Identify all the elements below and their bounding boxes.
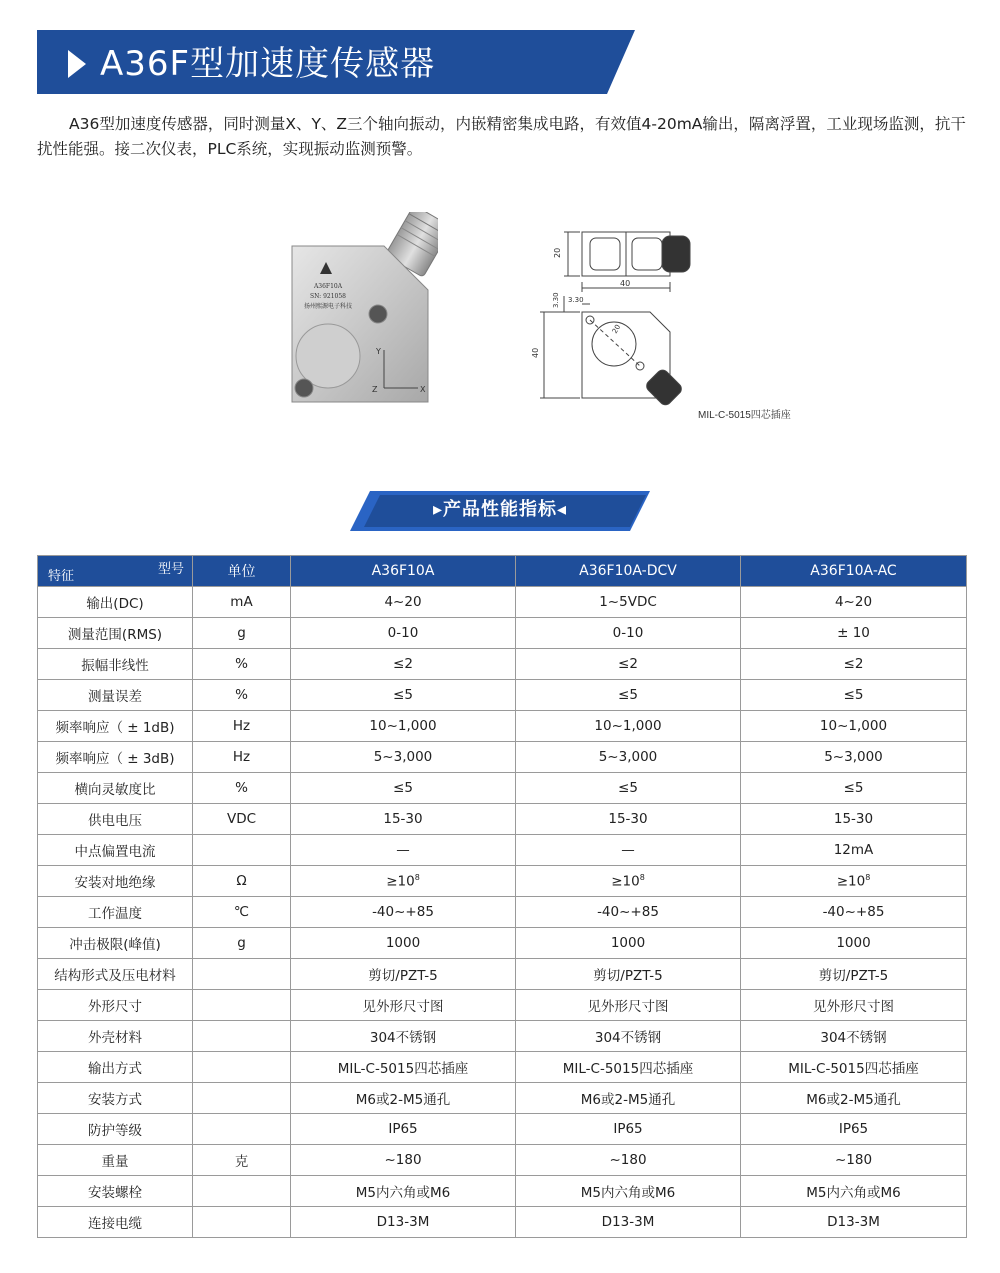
row-unit: 克 — [193, 1145, 291, 1176]
row-feature: 测量范围(RMS) — [38, 618, 193, 649]
row-unit — [193, 1052, 291, 1083]
row-unit: ℃ — [193, 897, 291, 928]
row-value: ≤2 — [291, 649, 516, 680]
row-value: D13-3M — [516, 1207, 741, 1238]
row-value: 0-10 — [516, 618, 741, 649]
row-value: M6或2-M5通孔 — [741, 1083, 967, 1114]
row-unit: Hz — [193, 711, 291, 742]
row-unit: g — [193, 618, 291, 649]
svg-text:40: 40 — [531, 347, 540, 358]
row-unit — [193, 1021, 291, 1052]
row-feature: 输出(DC) — [38, 587, 193, 618]
table-row — [38, 1021, 967, 1052]
row-value: M5内六角或M6 — [516, 1176, 741, 1207]
row-unit: mA — [193, 587, 291, 618]
row-value: 见外形尺寸图 — [291, 990, 516, 1021]
row-value: 5~3,000 — [741, 742, 967, 773]
row-value: 见外形尺寸图 — [516, 990, 741, 1021]
row-value: -40~+85 — [741, 897, 967, 928]
table-row — [38, 804, 967, 835]
header-feature-model: 特征 型号 — [38, 556, 193, 587]
table-row — [38, 1083, 967, 1114]
row-unit — [193, 835, 291, 866]
row-value: 见外形尺寸图 — [741, 990, 967, 1021]
row-value: 5~3,000 — [516, 742, 741, 773]
svg-text:3.30: 3.30 — [552, 292, 560, 308]
row-value: ≤2 — [741, 649, 967, 680]
row-value: MIL-C-5015四芯插座 — [741, 1052, 967, 1083]
row-unit: Hz — [193, 742, 291, 773]
row-value: 15-30 — [516, 804, 741, 835]
table-row — [38, 1207, 967, 1238]
play-arrow-icon: ▸ — [432, 499, 443, 520]
row-value: $\ge 10^8$ — [516, 866, 741, 897]
row-value: M5内六角或M6 — [291, 1176, 516, 1207]
row-value: M6或2-M5通孔 — [516, 1083, 741, 1114]
row-value: 304不锈钢 — [291, 1021, 516, 1052]
table-row — [38, 1145, 967, 1176]
row-feature: 供电电压 — [38, 804, 193, 835]
table-row — [38, 711, 967, 742]
row-value: ± 10 — [741, 618, 967, 649]
row-unit — [193, 959, 291, 990]
row-feature: 安装对地绝缘 — [38, 866, 193, 897]
row-value: — — [291, 835, 516, 866]
table-row — [38, 990, 967, 1021]
row-value: ≤5 — [516, 680, 741, 711]
header-model-1: A36F10A — [291, 556, 516, 587]
row-feature: 测量误差 — [38, 680, 193, 711]
row-value: MIL-C-5015四芯插座 — [291, 1052, 516, 1083]
row-value: IP65 — [741, 1114, 967, 1145]
row-feature: 输出方式 — [38, 1052, 193, 1083]
row-value: 304不锈钢 — [516, 1021, 741, 1052]
row-unit: % — [193, 773, 291, 804]
row-unit — [193, 1176, 291, 1207]
svg-text:3.30: 3.30 — [568, 296, 584, 304]
table-row — [38, 897, 967, 928]
row-value: 5~3,000 — [291, 742, 516, 773]
table-row — [38, 959, 967, 990]
row-value: 1000 — [291, 928, 516, 959]
row-value: 1000 — [741, 928, 967, 959]
svg-text:Y: Y — [376, 347, 381, 356]
row-unit: Ω — [193, 866, 291, 897]
row-feature: 横向灵敏度比 — [38, 773, 193, 804]
row-unit — [193, 990, 291, 1021]
svg-text:20: 20 — [553, 247, 562, 258]
row-value: ≤5 — [741, 680, 967, 711]
row-value: $\ge 10^8$ — [741, 866, 967, 897]
row-unit: VDC — [193, 804, 291, 835]
row-unit: g — [193, 928, 291, 959]
row-feature: 工作温度 — [38, 897, 193, 928]
row-feature: 重量 — [38, 1145, 193, 1176]
row-value: ≤5 — [291, 773, 516, 804]
row-value: — — [516, 835, 741, 866]
row-value: 剪切/PZT-5 — [291, 959, 516, 990]
spec-table — [37, 555, 967, 1238]
row-value: 剪切/PZT-5 — [741, 959, 967, 990]
svg-text:SN: 921058: SN: 921058 — [310, 293, 346, 300]
row-value: -40~+85 — [291, 897, 516, 928]
reverse-arrow-icon: ◂ — [557, 499, 568, 520]
table-row — [38, 1176, 967, 1207]
svg-text:X: X — [420, 385, 426, 394]
row-value: ~180 — [516, 1145, 741, 1176]
svg-text:A36F10A: A36F10A — [313, 283, 343, 290]
table-row — [38, 618, 967, 649]
row-feature: 振幅非线性 — [38, 649, 193, 680]
table-row — [38, 835, 967, 866]
row-value: IP65 — [291, 1114, 516, 1145]
row-unit: % — [193, 680, 291, 711]
row-feature: 外壳材料 — [38, 1021, 193, 1052]
table-row — [38, 649, 967, 680]
row-feature: 安装方式 — [38, 1083, 193, 1114]
table-row — [38, 866, 967, 897]
row-value: M6或2-M5通孔 — [291, 1083, 516, 1114]
row-unit — [193, 1083, 291, 1114]
row-unit: % — [193, 649, 291, 680]
row-value: 15-30 — [741, 804, 967, 835]
row-unit — [193, 1207, 291, 1238]
row-value: 0-10 — [291, 618, 516, 649]
row-feature: 结构形式及压电材料 — [38, 959, 193, 990]
sensor-photo — [288, 212, 438, 408]
table-row — [38, 1052, 967, 1083]
row-feature: 连接电缆 — [38, 1207, 193, 1238]
row-value: ~180 — [741, 1145, 967, 1176]
row-value: 12mA — [741, 835, 967, 866]
svg-text:MIL-C-5015四芯插座: MIL-C-5015四芯插座 — [698, 410, 791, 421]
row-value: 1000 — [516, 928, 741, 959]
svg-text:40: 40 — [620, 279, 631, 288]
header-unit: 单位 — [193, 556, 291, 587]
play-arrow-icon — [66, 50, 88, 78]
svg-text:Z: Z — [372, 385, 378, 394]
row-feature: 中点偏置电流 — [38, 835, 193, 866]
table-row — [38, 587, 967, 618]
row-value: 剪切/PZT-5 — [516, 959, 741, 990]
table-row — [38, 1114, 967, 1145]
page-title: A36F型加速度传感器 — [100, 44, 436, 84]
header-model-3: A36F10A-AC — [741, 556, 967, 587]
row-feature: 防护等级 — [38, 1114, 193, 1145]
row-value: ≤2 — [516, 649, 741, 680]
row-value: 4~20 — [741, 587, 967, 618]
row-value: MIL-C-5015四芯插座 — [516, 1052, 741, 1083]
row-value: 1~5VDC — [516, 587, 741, 618]
row-value: D13-3M — [741, 1207, 967, 1238]
row-value: 10~1,000 — [291, 711, 516, 742]
row-value: ≤5 — [291, 680, 516, 711]
header-model-2: A36F10A-DCV — [516, 556, 741, 587]
row-value: $\ge 10^8$ — [291, 866, 516, 897]
row-value: ≤5 — [516, 773, 741, 804]
row-feature: 频率响应（ ± 3dB) — [38, 742, 193, 773]
row-value: ≤5 — [741, 773, 967, 804]
table-row — [38, 742, 967, 773]
row-value: -40~+85 — [516, 897, 741, 928]
row-value: 10~1,000 — [516, 711, 741, 742]
section-title: ▸产品性能指标◂ — [432, 499, 568, 520]
row-value: IP65 — [516, 1114, 741, 1145]
svg-text:扬州熙源电子科技: 扬州熙源电子科技 — [303, 303, 353, 310]
row-value: ~180 — [291, 1145, 516, 1176]
row-value: 10~1,000 — [741, 711, 967, 742]
table-row — [38, 928, 967, 959]
row-unit — [193, 1114, 291, 1145]
row-value: M5内六角或M6 — [741, 1176, 967, 1207]
row-value: D13-3M — [291, 1207, 516, 1238]
intro-paragraph: A36型加速度传感器，同时测量X、Y、Z三个轴向振动，内嵌精密集成电路，有效值4-20mA输出，隔离浮置，工业现场监测，抗干扰性能强。接二次仪表，PLC系统，实现振动监测预警。 — [37, 115, 966, 158]
row-value: 15-30 — [291, 804, 516, 835]
table-row — [38, 680, 967, 711]
dimension-drawing — [524, 222, 804, 432]
row-value: 4~20 — [291, 587, 516, 618]
row-feature: 频率响应（ ± 1dB) — [38, 711, 193, 742]
table-row — [38, 773, 967, 804]
row-feature: 冲击极限(峰值) — [38, 928, 193, 959]
row-feature: 外形尺寸 — [38, 990, 193, 1021]
row-feature: 安装螺栓 — [38, 1176, 193, 1207]
row-value: 304不锈钢 — [741, 1021, 967, 1052]
svg-text:20: 20 — [610, 323, 623, 335]
